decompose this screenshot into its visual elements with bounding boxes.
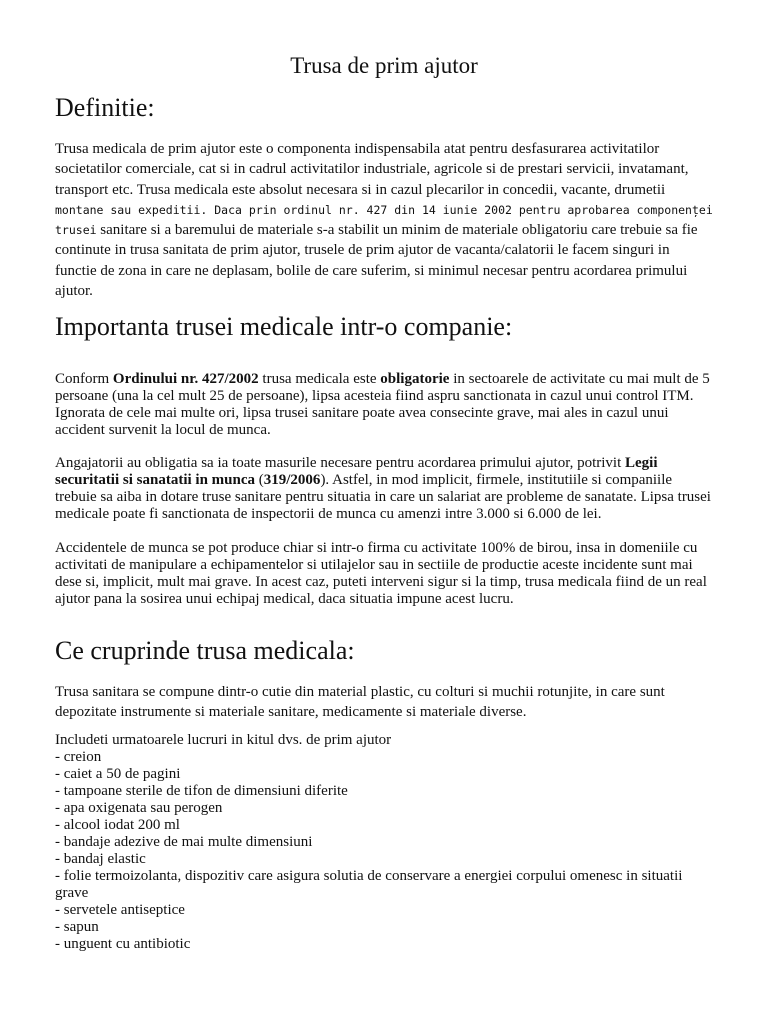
p2-bold-lege: Legii securitatii si sanatatii in munca (55, 455, 658, 488)
list-item: - folie termoizolanta, dispozitiv care asigura solutia de conservare a energiei corpului omenesc in situatii grave (55, 868, 683, 901)
p1-text-e: in sectoarele de activitate cu mai mult de 5 persoane (una la cel mult 25 de persoane), lipsa acesteia fiind aspru sanctionata in cazul unui control ITM. Ignorata de cele mai multe ori, lipsa trusei sanitare poate avea consecinte grave, mai ales in cazul unui accident survenit la locul de munca. (55, 371, 710, 438)
list-item: - creion (55, 749, 102, 765)
document-title: Trusa de prim ajutor (290, 53, 478, 78)
list-item: - apa oxigenata sau perogen (55, 800, 223, 816)
definition-paragraph (55, 139, 713, 301)
p1-bold-ordin: Ordinului nr. 427/2002 (112, 371, 259, 387)
heading-definitie: Definitie: (55, 93, 155, 122)
definition-text-mono: montane sau expeditii. Daca prin ordinul nr. 427 din 14 iunie 2002 pentru aprobarea componenței trusei (55, 202, 713, 238)
kit-items-list (55, 749, 713, 953)
heading-ce-cuprinde: Ce cruprinde trusa medicala: (55, 636, 355, 665)
list-item: - sapun (55, 919, 99, 935)
p1-bold-obligatorie: obligatorie (380, 371, 450, 387)
p2-bold-numar: 319/2006 (263, 472, 321, 488)
list-item: - bandaj elastic (55, 851, 146, 867)
p2-text-a: Angajatorii au obligatia sa ia toate masurile necesare pentru acordarea primului ajutor, potrivit (55, 455, 626, 471)
list-item: - tampoane sterile de tifon de dimensiuni diferite (55, 783, 348, 799)
cuprinde-paragraph-1: Trusa sanitara se compune dintr-o cutie din material plastic, cu colturi si muchii rotunjite, in care sunt depozitate instrumente si materiale sanitare, medicamente si materiale diverse. (55, 684, 665, 721)
list-item: - alcool iodat 200 ml (55, 817, 180, 833)
p2-text-e: ). Astfel, in mod implicit, firmele, institutiile si companiile trebuie sa aiba in dotare truse sanitare pentru situatia in care un salariat are probleme de sanatate. Lipsa trusei medicale poate fi sanctionata de inspectorii de munca cu amenzi intre 3.000 si 6.000 de lei. (55, 472, 711, 522)
list-item: - caiet a 50 de pagini (55, 766, 181, 782)
list-item: - servetele antiseptice (55, 902, 185, 918)
list-intro: Includeti urmatoarele lucruri in kitul dvs. de prim ajutor (55, 732, 392, 748)
importanta-paragraph-3: Accidentele de munca se pot produce chiar si intr-o firma cu activitate 100% de birou, insa in domeniile cu activitati de manipulare a echipamentelor si utilajelor sau in sectiile de productie aceste incidente sunt mai dese si, implicit, mult mai grave. In acest caz, puteti interveni sigur si la timp, trusa medicala fiind de un real ajutor pana la sosirea unui echipaj medical, daca situatia impune acest lucru. (55, 540, 707, 607)
p1-text-c: trusa medicala este (258, 371, 381, 387)
definition-text-b: sanitare si a baremului de materiale s-a stabilit un minim de materiale obligatoriu care trebuie sa fie continute in trusa sanitata de prim ajutor, trusele de prim ajutor de vacanta/calatorii le facem singuri in functie de zona in care ne deplasam, bolile de care suferim, si minimul necesar pentru acordarea primului ajutor. (55, 222, 698, 300)
importanta-paragraph-1 (55, 371, 713, 439)
definition-text-a: Trusa medicala de prim ajutor este o componenta indispensabila atat pentru desfasurarea activitatilor societatilor comerciale, cat si in cadrul activitatilor industriale, agricole si de prestari servicii, invatamant, transport etc. Trusa medicala este absolut necesara si in cazul plecarilor in concedii, vacante, drumetii (55, 141, 689, 198)
list-item: - bandaje adezive de mai multe dimensiuni (55, 834, 313, 850)
p2-text-c: ( (255, 472, 264, 488)
importanta-paragraph-2 (55, 455, 713, 523)
heading-importanta: Importanta trusei medicale intr-o companie: (55, 312, 513, 341)
p1-text-a: Conform (55, 371, 113, 387)
list-item: - unguent cu antibiotic (55, 936, 191, 952)
